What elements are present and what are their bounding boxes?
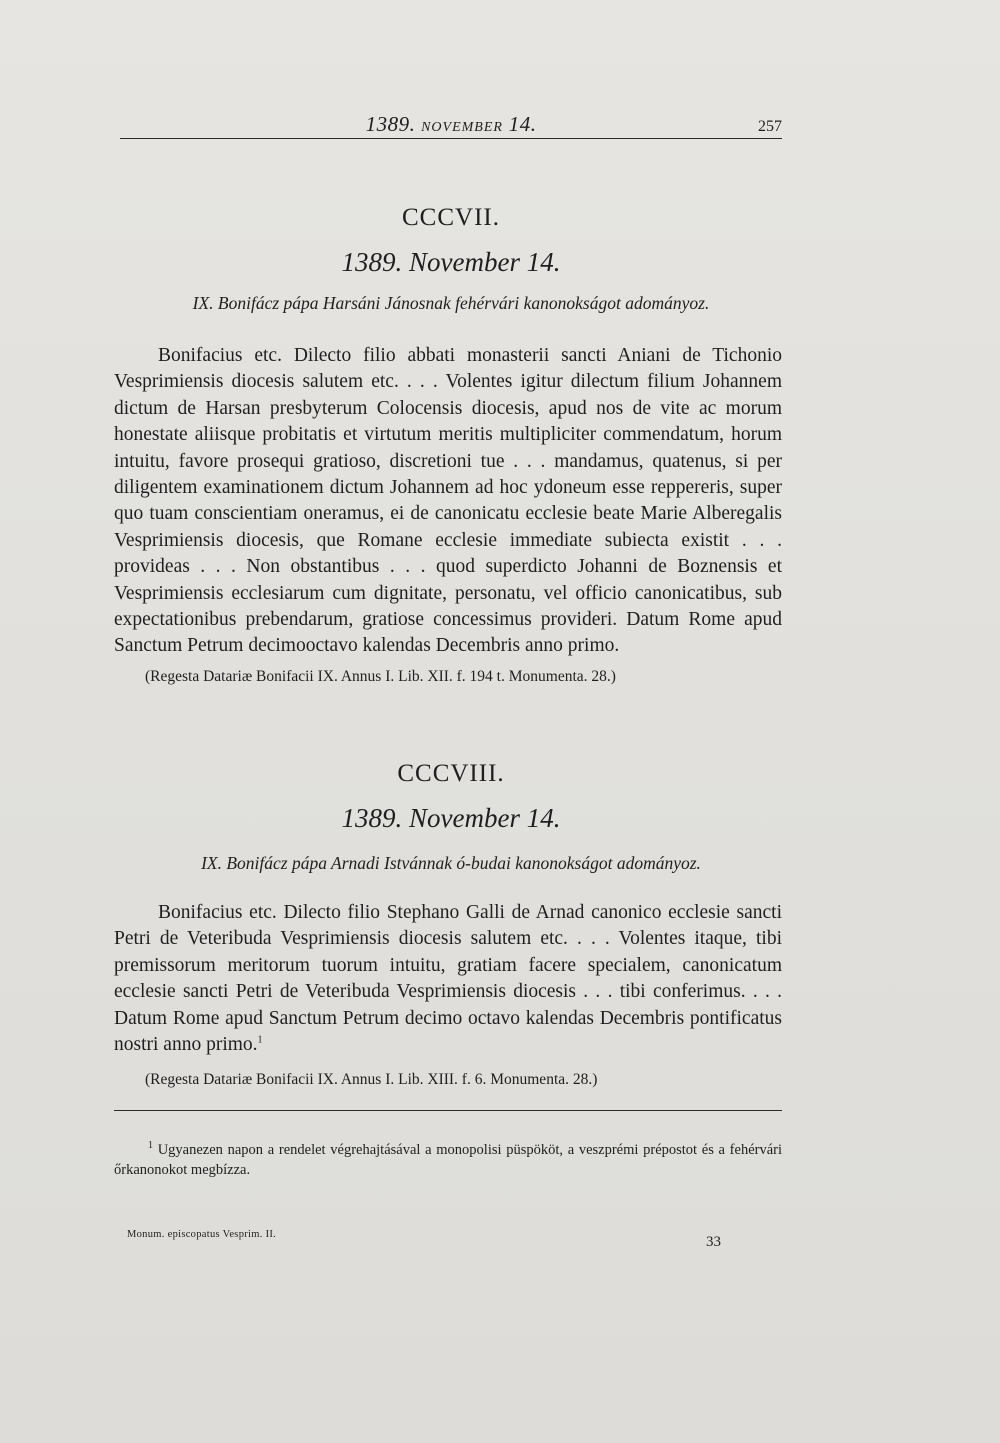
section-regest: IX. Bonifácz pápa Harsáni Jánosnak fehérvári kanonokságot adományoz. [192,293,710,313]
footnote-text: Ugyanezen napon a rendelet végrehajtásával a monopolisi püspököt, a veszprémi prépostot és a fehérvári őrkanonokot megbízza. [114,1142,783,1178]
footnote-marker: 1 [257,1034,263,1046]
section-date: 1389. November 14. [341,803,561,833]
footnote-marker: 1 [148,1140,153,1152]
section-source: (Regesta Datariæ Bonifacii IX. Annus I. Lib. XII. f. 194 t. Monumenta. 28.) [145,668,616,685]
footnote-divider [114,1110,782,1111]
section-regest: IX. Bonifácz pápa Arnadi Istvánnak ó-budai kanonokságot adományoz. [201,853,701,873]
section-date: 1389. November 14. [341,247,561,277]
footnote [114,1140,782,1180]
section-body-text: Bonifacius etc. Dilecto filio Stephano Galli de Arnad canonico ecclesie sancti Petri de Veteribuda Vesprimiensis diocesis salutem etc. . . . Volentes itaque, tibi premissorum meritorum tuorum intuitu, gratiam facere specialem, canonicatum ecclesie sancti Petri de Veteribuda Vesprimiensis diocesis . . . tibi conferimus. . . . Datum Rome apud Sanctum Petrum decimo octavo kalendas Decembris pontificatus nostri anno primo.$^1$ [114,902,782,1056]
section-number: CCCVIII. [397,760,505,787]
running-head-day: 14. [508,112,537,136]
running-head-month: NOVEMBER [421,120,503,135]
section-body-text: Bonifacius etc. Dilecto filio abbati monasterii sancti Aniani de Tichonio Vesprimiensis diocesis salutem etc. . . . Volentes igitur dilectum filium Johannem dictum de Harsan presbyterum Colocensis diocesis, apud nos de vite ac morum honestate aliisque probitatis et virtutum meritis multipliciter commendatum, horum intuitu, favore prosequi gratioso, discretioni tue . . . mandamus, quatenus, si per diligentem examinationem dictum Johannem ad hoc ydoneum esse reppereris, super quo tuam conscientiam oneramus, ei de canonicatu ecclesie beate Marie Alberegalis Vesprimiensis diocesis, que Romane ecclesie immediate subiecta existit . . . provideas . . . Non obstantibus . . . quod superdicto Johanni de Boznensis et Vesprimiensis ecclesiarum cum dignitate, personatu, vel officio canonicatibus, sub expectationibus prebendarum, gratiose concessimus provideri. Datum Rome apud Sanctum Petrum decimooctavo kalendas Decembris anno primo. [114,345,782,657]
signature-number: 33 [706,1234,721,1250]
printer-signature: Monum. episcopatus Vesprim. II. [127,1229,277,1240]
running-head-title: 1389. NOVEMBER 14. [365,112,537,136]
section-source: (Regesta Datariæ Bonifacii IX. Annus I. Lib. XIII. f. 6. Monumenta. 28.) [145,1071,598,1088]
section-number: CCCVII. [402,204,500,231]
page-number: 257 [758,118,782,135]
running-head [120,112,782,139]
